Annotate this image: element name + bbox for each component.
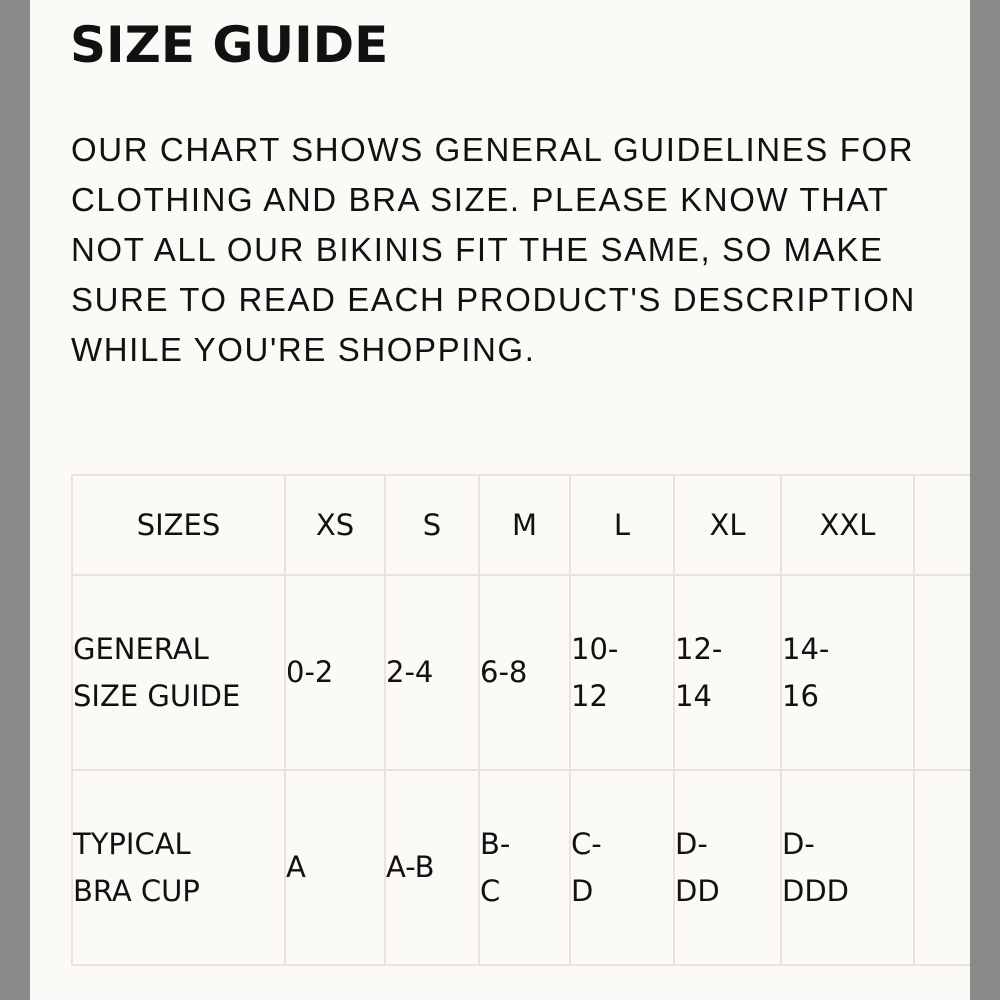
row-label-bra-cup: TYPICAL BRA CUP bbox=[72, 770, 285, 965]
header-cell-size: S bbox=[385, 475, 479, 575]
intro-text: OUR CHART SHOWS GENERAL GUIDELINES FOR CLOTHING AND BRA SIZE. PLEASE KNOW THAT NOT ALL OUR BIKINIS FIT THE SAME, SO MAKE SURE TO READ EACH PRODUCT'S DESCRIPTION WHILE YOU'RE SHOPPING. bbox=[71, 131, 916, 368]
table-cell: C-D bbox=[570, 770, 674, 965]
table-cell: 0-2 bbox=[285, 575, 385, 770]
table-cell: A bbox=[285, 770, 385, 965]
size-table bbox=[71, 474, 970, 966]
header-cell-size: XXL bbox=[781, 475, 914, 575]
table-header-row bbox=[72, 475, 970, 575]
size-guide-panel bbox=[30, 0, 970, 1000]
header-cell-size: M bbox=[479, 475, 570, 575]
table-cell: 10-12 bbox=[570, 575, 674, 770]
header-cell-sizes: SIZES bbox=[72, 475, 285, 575]
table-cell: A-B bbox=[385, 770, 479, 965]
page-title: SIZE GUIDE bbox=[70, 16, 389, 74]
table-cell: 6-8 bbox=[479, 575, 570, 770]
table-cell-empty bbox=[914, 475, 970, 575]
table-row-bra-cup bbox=[72, 770, 970, 965]
table-cell-empty bbox=[914, 770, 970, 965]
table-cell: 12-14 bbox=[674, 575, 781, 770]
size-table-container bbox=[71, 474, 970, 966]
table-cell: D-DDD bbox=[781, 770, 914, 965]
header-cell-size: XS bbox=[285, 475, 385, 575]
table-cell: D-DD bbox=[674, 770, 781, 965]
header-cell-size: L bbox=[570, 475, 674, 575]
table-cell: 14-16 bbox=[781, 575, 914, 770]
table-row-general-size bbox=[72, 575, 970, 770]
table-cell-empty bbox=[914, 575, 970, 770]
table-cell: 2-4 bbox=[385, 575, 479, 770]
header-cell-size: XL bbox=[674, 475, 781, 575]
table-cell: B-C bbox=[479, 770, 570, 965]
row-label-general-size: GENERAL SIZE GUIDE bbox=[72, 575, 285, 770]
